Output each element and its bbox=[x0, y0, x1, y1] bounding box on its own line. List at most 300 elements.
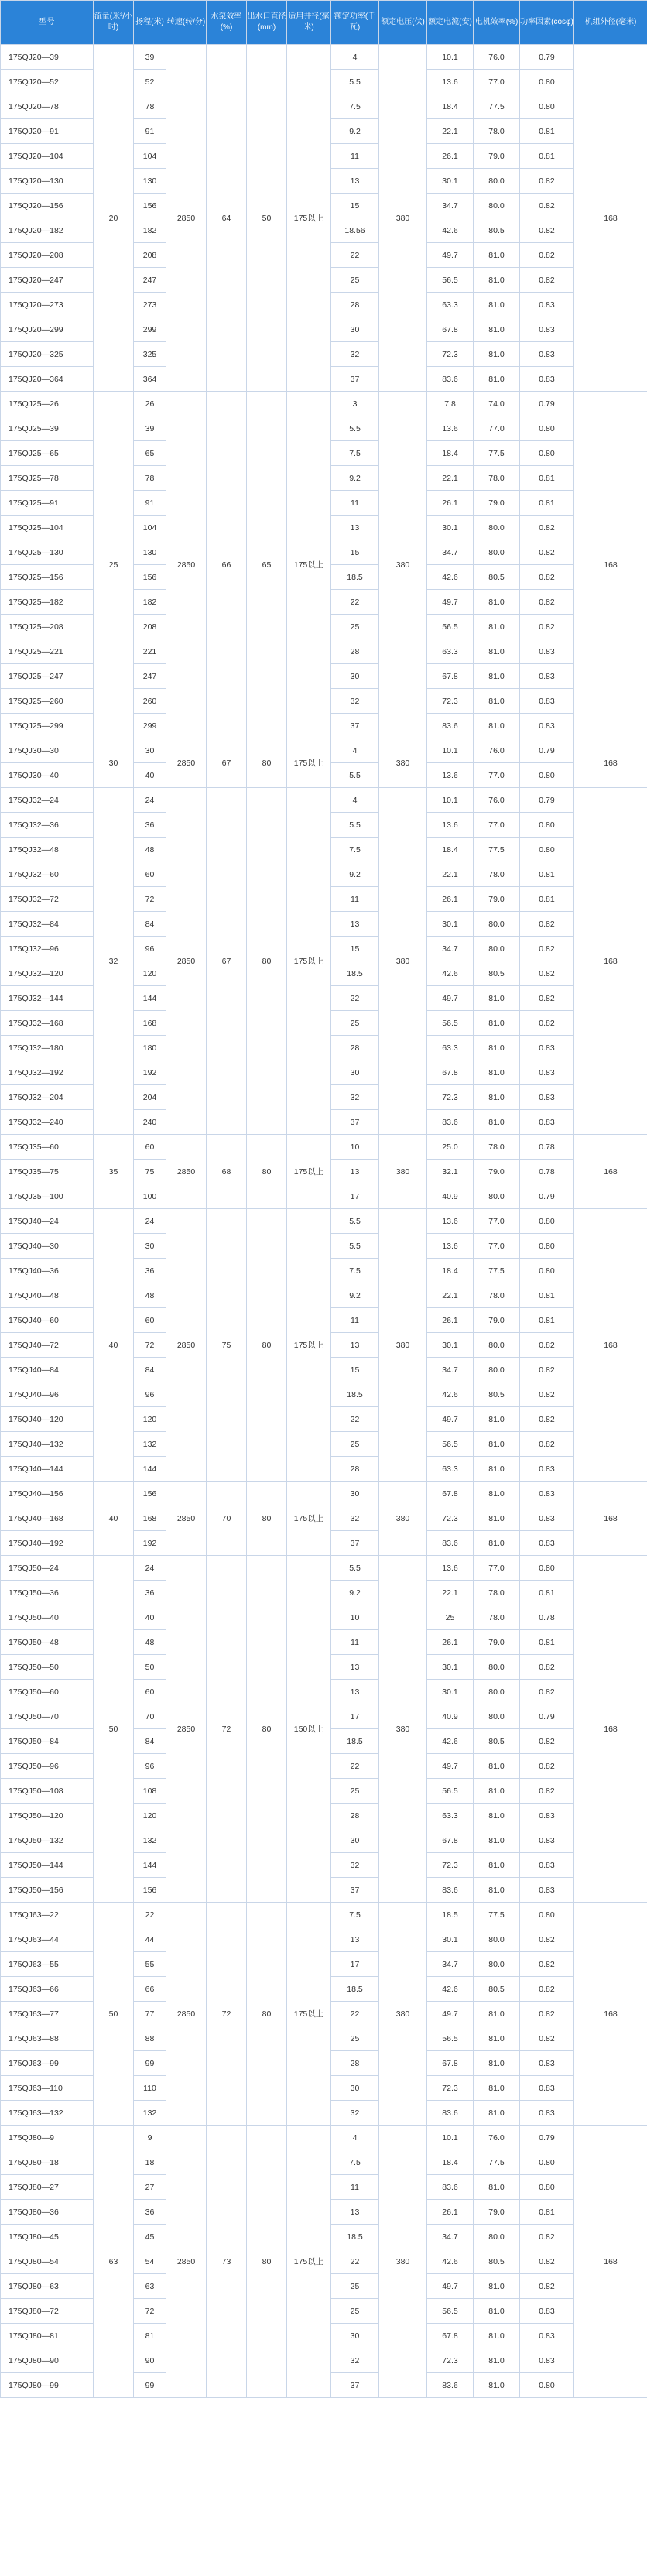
model-cell: 175QJ32—180 bbox=[1, 1036, 94, 1060]
power-factor-cell: 0.79 bbox=[520, 45, 574, 70]
motor-efficiency-cell: 78.0 bbox=[474, 1283, 520, 1308]
rated-current-cell: 30.1 bbox=[427, 1927, 474, 1952]
rated-power-cell: 22 bbox=[331, 2002, 379, 2026]
rated-power-cell: 30 bbox=[331, 1828, 379, 1853]
power-factor-cell: 0.80 bbox=[520, 94, 574, 119]
rated-current-cell: 49.7 bbox=[427, 243, 474, 268]
rated-power-cell: 37 bbox=[331, 1531, 379, 1556]
model-cell: 175QJ20—39 bbox=[1, 45, 94, 70]
rated-current-cell: 56.5 bbox=[427, 2299, 474, 2324]
well-diameter-cell: 175以上 bbox=[287, 738, 331, 788]
motor-efficiency-cell: 81.0 bbox=[474, 1878, 520, 1903]
model-cell: 175QJ35—75 bbox=[1, 1160, 94, 1184]
power-factor-cell: 0.83 bbox=[520, 1878, 574, 1903]
power-factor-cell: 0.83 bbox=[520, 2051, 574, 2076]
head-cell: 77 bbox=[134, 2002, 166, 2026]
rated-power-cell: 7.5 bbox=[331, 838, 379, 862]
rated-current-cell: 13.6 bbox=[427, 70, 474, 94]
flow-cell: 25 bbox=[94, 392, 134, 738]
rated-power-cell: 25 bbox=[331, 2274, 379, 2299]
rated-power-cell: 4 bbox=[331, 788, 379, 813]
power-factor-cell: 0.80 bbox=[520, 1234, 574, 1259]
head-cell: 78 bbox=[134, 94, 166, 119]
model-cell: 175QJ20—273 bbox=[1, 293, 94, 317]
head-cell: 72 bbox=[134, 887, 166, 912]
model-cell: 175QJ25—260 bbox=[1, 689, 94, 714]
model-cell: 175QJ40—132 bbox=[1, 1432, 94, 1457]
rated-current-cell: 49.7 bbox=[427, 2002, 474, 2026]
head-cell: 96 bbox=[134, 1754, 166, 1779]
rated-power-cell: 5.5 bbox=[331, 1234, 379, 1259]
power-factor-cell: 0.81 bbox=[520, 1283, 574, 1308]
model-cell: 175QJ32—96 bbox=[1, 937, 94, 961]
rated-current-cell: 13.6 bbox=[427, 1556, 474, 1581]
well-diameter-cell: 175以上 bbox=[287, 1903, 331, 2126]
rated-power-cell: 15 bbox=[331, 540, 379, 565]
head-cell: 120 bbox=[134, 1407, 166, 1432]
model-cell: 175QJ20—208 bbox=[1, 243, 94, 268]
rated-current-cell: 83.6 bbox=[427, 2175, 474, 2200]
motor-efficiency-cell: 81.0 bbox=[474, 2299, 520, 2324]
power-factor-cell: 0.79 bbox=[520, 738, 574, 763]
head-cell: 75 bbox=[134, 1160, 166, 1184]
rated-power-cell: 13 bbox=[331, 2200, 379, 2225]
model-cell: 175QJ20—299 bbox=[1, 317, 94, 342]
motor-efficiency-cell: 81.0 bbox=[474, 1060, 520, 1085]
rated-power-cell: 7.5 bbox=[331, 1259, 379, 1283]
power-factor-cell: 0.80 bbox=[520, 70, 574, 94]
model-cell: 175QJ63—77 bbox=[1, 2002, 94, 2026]
rated-current-cell: 42.6 bbox=[427, 1729, 474, 1754]
outlet-diameter-cell: 65 bbox=[247, 392, 287, 738]
head-cell: 182 bbox=[134, 590, 166, 615]
motor-efficiency-cell: 80.5 bbox=[474, 1382, 520, 1407]
head-cell: 84 bbox=[134, 1358, 166, 1382]
rated-power-cell: 5.5 bbox=[331, 70, 379, 94]
rated-power-cell: 9.2 bbox=[331, 119, 379, 144]
rated-power-cell: 28 bbox=[331, 1457, 379, 1482]
motor-efficiency-cell: 81.0 bbox=[474, 293, 520, 317]
power-factor-cell: 0.83 bbox=[520, 2076, 574, 2101]
power-factor-cell: 0.83 bbox=[520, 293, 574, 317]
speed-cell: 2850 bbox=[166, 788, 207, 1135]
rated-power-cell: 37 bbox=[331, 367, 379, 392]
speed-cell: 2850 bbox=[166, 2126, 207, 2398]
rated-power-cell: 25 bbox=[331, 2026, 379, 2051]
motor-efficiency-cell: 77.0 bbox=[474, 763, 520, 788]
head-cell: 192 bbox=[134, 1531, 166, 1556]
model-cell: 175QJ25—78 bbox=[1, 466, 94, 491]
motor-efficiency-cell: 81.0 bbox=[474, 1085, 520, 1110]
rated-power-cell: 25 bbox=[331, 1011, 379, 1036]
model-cell: 175QJ50—156 bbox=[1, 1878, 94, 1903]
rated-power-cell: 32 bbox=[331, 1085, 379, 1110]
rated-current-cell: 63.3 bbox=[427, 1036, 474, 1060]
motor-efficiency-cell: 80.5 bbox=[474, 961, 520, 986]
head-cell: 130 bbox=[134, 540, 166, 565]
motor-efficiency-cell: 77.0 bbox=[474, 1234, 520, 1259]
motor-efficiency-cell: 77.5 bbox=[474, 838, 520, 862]
rated-power-cell: 7.5 bbox=[331, 441, 379, 466]
rated-power-cell: 11 bbox=[331, 1308, 379, 1333]
model-cell: 175QJ40—36 bbox=[1, 1259, 94, 1283]
motor-efficiency-cell: 79.0 bbox=[474, 1160, 520, 1184]
rated-voltage-cell: 380 bbox=[379, 45, 427, 392]
motor-efficiency-cell: 80.0 bbox=[474, 194, 520, 218]
head-cell: 99 bbox=[134, 2051, 166, 2076]
rated-current-cell: 13.6 bbox=[427, 763, 474, 788]
rated-power-cell: 25 bbox=[331, 1779, 379, 1804]
rated-power-cell: 22 bbox=[331, 1754, 379, 1779]
rated-power-cell: 15 bbox=[331, 194, 379, 218]
rated-current-cell: 49.7 bbox=[427, 590, 474, 615]
rated-power-cell: 25 bbox=[331, 2299, 379, 2324]
rated-current-cell: 13.6 bbox=[427, 813, 474, 838]
model-cell: 175QJ80—9 bbox=[1, 2126, 94, 2150]
power-factor-cell: 0.83 bbox=[520, 342, 574, 367]
rated-power-cell: 22 bbox=[331, 243, 379, 268]
model-cell: 175QJ50—96 bbox=[1, 1754, 94, 1779]
head-cell: 39 bbox=[134, 45, 166, 70]
motor-efficiency-cell: 80.0 bbox=[474, 1680, 520, 1704]
rated-current-cell: 30.1 bbox=[427, 912, 474, 937]
head-cell: 66 bbox=[134, 1977, 166, 2002]
power-factor-cell: 0.82 bbox=[520, 937, 574, 961]
rated-voltage-cell: 380 bbox=[379, 1135, 427, 1209]
motor-efficiency-cell: 81.0 bbox=[474, 1432, 520, 1457]
rated-current-cell: 7.8 bbox=[427, 392, 474, 416]
rated-power-cell: 3 bbox=[331, 392, 379, 416]
rated-current-cell: 26.1 bbox=[427, 2200, 474, 2225]
outlet-diameter-cell: 50 bbox=[247, 45, 287, 392]
rated-current-cell: 22.1 bbox=[427, 119, 474, 144]
rated-power-cell: 9.2 bbox=[331, 862, 379, 887]
header-unit-diameter: 机组外径(毫米) bbox=[574, 1, 647, 45]
model-cell: 175QJ80—81 bbox=[1, 2324, 94, 2348]
head-cell: 120 bbox=[134, 961, 166, 986]
rated-voltage-cell: 380 bbox=[379, 392, 427, 738]
power-factor-cell: 0.83 bbox=[520, 1482, 574, 1506]
header-rated-power: 额定功率(千瓦) bbox=[331, 1, 379, 45]
table-row bbox=[1, 45, 647, 70]
rated-current-cell: 67.8 bbox=[427, 1482, 474, 1506]
head-cell: 221 bbox=[134, 639, 166, 664]
model-cell: 175QJ80—54 bbox=[1, 2249, 94, 2274]
model-cell: 175QJ50—40 bbox=[1, 1605, 94, 1630]
power-factor-cell: 0.81 bbox=[520, 887, 574, 912]
pump-efficiency-cell: 72 bbox=[207, 1903, 247, 2126]
head-cell: 18 bbox=[134, 2150, 166, 2175]
speed-cell: 2850 bbox=[166, 1903, 207, 2126]
rated-voltage-cell: 380 bbox=[379, 788, 427, 1135]
speed-cell: 2850 bbox=[166, 392, 207, 738]
power-factor-cell: 0.80 bbox=[520, 1259, 574, 1283]
motor-efficiency-cell: 81.0 bbox=[474, 317, 520, 342]
motor-efficiency-cell: 81.0 bbox=[474, 2002, 520, 2026]
flow-cell: 50 bbox=[94, 1903, 134, 2126]
model-cell: 175QJ40—96 bbox=[1, 1382, 94, 1407]
head-cell: 132 bbox=[134, 1432, 166, 1457]
model-cell: 175QJ25—182 bbox=[1, 590, 94, 615]
rated-voltage-cell: 380 bbox=[379, 1556, 427, 1903]
motor-efficiency-cell: 74.0 bbox=[474, 392, 520, 416]
well-diameter-cell: 150以上 bbox=[287, 1556, 331, 1903]
head-cell: 50 bbox=[134, 1655, 166, 1680]
power-factor-cell: 0.83 bbox=[520, 2101, 574, 2126]
table-row bbox=[1, 738, 647, 763]
rated-power-cell: 30 bbox=[331, 1060, 379, 1085]
rated-current-cell: 42.6 bbox=[427, 218, 474, 243]
power-factor-cell: 0.80 bbox=[520, 838, 574, 862]
head-cell: 65 bbox=[134, 441, 166, 466]
power-factor-cell: 0.80 bbox=[520, 2175, 574, 2200]
rated-voltage-cell: 380 bbox=[379, 2126, 427, 2398]
rated-power-cell: 5.5 bbox=[331, 416, 379, 441]
head-cell: 40 bbox=[134, 763, 166, 788]
rated-current-cell: 34.7 bbox=[427, 937, 474, 961]
model-cell: 175QJ63—88 bbox=[1, 2026, 94, 2051]
model-cell: 175QJ63—55 bbox=[1, 1952, 94, 1977]
rated-power-cell: 28 bbox=[331, 293, 379, 317]
motor-efficiency-cell: 80.0 bbox=[474, 912, 520, 937]
motor-efficiency-cell: 80.0 bbox=[474, 1704, 520, 1729]
rated-current-cell: 34.7 bbox=[427, 1358, 474, 1382]
head-cell: 247 bbox=[134, 664, 166, 689]
model-cell: 175QJ20—91 bbox=[1, 119, 94, 144]
rated-power-cell: 10 bbox=[331, 1605, 379, 1630]
motor-efficiency-cell: 80.0 bbox=[474, 169, 520, 194]
head-cell: 24 bbox=[134, 1209, 166, 1234]
power-factor-cell: 0.82 bbox=[520, 1927, 574, 1952]
rated-current-cell: 67.8 bbox=[427, 1060, 474, 1085]
power-factor-cell: 0.82 bbox=[520, 565, 574, 590]
power-factor-cell: 0.78 bbox=[520, 1605, 574, 1630]
flow-cell: 40 bbox=[94, 1209, 134, 1482]
rated-power-cell: 17 bbox=[331, 1704, 379, 1729]
rated-current-cell: 83.6 bbox=[427, 2101, 474, 2126]
power-factor-cell: 0.83 bbox=[520, 1036, 574, 1060]
rated-current-cell: 34.7 bbox=[427, 194, 474, 218]
model-cell: 175QJ80—99 bbox=[1, 2373, 94, 2398]
motor-efficiency-cell: 78.0 bbox=[474, 862, 520, 887]
rated-power-cell: 5.5 bbox=[331, 813, 379, 838]
rated-power-cell: 13 bbox=[331, 1160, 379, 1184]
power-factor-cell: 0.82 bbox=[520, 1011, 574, 1036]
rated-current-cell: 26.1 bbox=[427, 144, 474, 169]
unit-diameter-cell: 168 bbox=[574, 1903, 647, 2126]
table-row bbox=[1, 788, 647, 813]
rated-current-cell: 63.3 bbox=[427, 639, 474, 664]
head-cell: 52 bbox=[134, 70, 166, 94]
rated-current-cell: 83.6 bbox=[427, 1878, 474, 1903]
rated-power-cell: 11 bbox=[331, 144, 379, 169]
head-cell: 60 bbox=[134, 1308, 166, 1333]
rated-current-cell: 18.4 bbox=[427, 441, 474, 466]
model-cell: 175QJ20—104 bbox=[1, 144, 94, 169]
power-factor-cell: 0.82 bbox=[520, 516, 574, 540]
head-cell: 180 bbox=[134, 1036, 166, 1060]
model-cell: 175QJ63—99 bbox=[1, 2051, 94, 2076]
rated-current-cell: 18.4 bbox=[427, 2150, 474, 2175]
model-cell: 175QJ20—78 bbox=[1, 94, 94, 119]
motor-efficiency-cell: 81.0 bbox=[474, 1482, 520, 1506]
rated-current-cell: 67.8 bbox=[427, 317, 474, 342]
model-cell: 175QJ40—84 bbox=[1, 1358, 94, 1382]
motor-efficiency-cell: 81.0 bbox=[474, 2026, 520, 2051]
power-factor-cell: 0.82 bbox=[520, 218, 574, 243]
pump-efficiency-cell: 66 bbox=[207, 392, 247, 738]
power-factor-cell: 0.79 bbox=[520, 392, 574, 416]
unit-diameter-cell: 168 bbox=[574, 392, 647, 738]
speed-cell: 2850 bbox=[166, 45, 207, 392]
power-factor-cell: 0.82 bbox=[520, 194, 574, 218]
head-cell: 168 bbox=[134, 1506, 166, 1531]
model-cell: 175QJ40—156 bbox=[1, 1482, 94, 1506]
rated-power-cell: 18.5 bbox=[331, 1729, 379, 1754]
model-cell: 175QJ25—299 bbox=[1, 714, 94, 738]
power-factor-cell: 0.82 bbox=[520, 1729, 574, 1754]
rated-current-cell: 32.1 bbox=[427, 1160, 474, 1184]
rated-power-cell: 11 bbox=[331, 491, 379, 516]
model-cell: 175QJ40—168 bbox=[1, 1506, 94, 1531]
head-cell: 208 bbox=[134, 615, 166, 639]
model-cell: 175QJ63—132 bbox=[1, 2101, 94, 2126]
head-cell: 91 bbox=[134, 119, 166, 144]
model-cell: 175QJ40—192 bbox=[1, 1531, 94, 1556]
head-cell: 39 bbox=[134, 416, 166, 441]
outlet-diameter-cell: 80 bbox=[247, 1482, 287, 1556]
power-factor-cell: 0.82 bbox=[520, 1382, 574, 1407]
rated-voltage-cell: 380 bbox=[379, 1209, 427, 1482]
power-factor-cell: 0.83 bbox=[520, 2299, 574, 2324]
well-diameter-cell: 175以上 bbox=[287, 392, 331, 738]
pump-efficiency-cell: 67 bbox=[207, 738, 247, 788]
model-cell: 175QJ80—90 bbox=[1, 2348, 94, 2373]
head-cell: 88 bbox=[134, 2026, 166, 2051]
unit-diameter-cell: 168 bbox=[574, 1209, 647, 1482]
rated-current-cell: 34.7 bbox=[427, 2225, 474, 2249]
motor-efficiency-cell: 80.5 bbox=[474, 1729, 520, 1754]
model-cell: 175QJ63—22 bbox=[1, 1903, 94, 1927]
rated-power-cell: 4 bbox=[331, 738, 379, 763]
rated-power-cell: 28 bbox=[331, 639, 379, 664]
motor-efficiency-cell: 80.0 bbox=[474, 2225, 520, 2249]
power-factor-cell: 0.81 bbox=[520, 466, 574, 491]
rated-power-cell: 22 bbox=[331, 2249, 379, 2274]
rated-power-cell: 5.5 bbox=[331, 1209, 379, 1234]
head-cell: 325 bbox=[134, 342, 166, 367]
head-cell: 48 bbox=[134, 1283, 166, 1308]
model-cell: 175QJ20—156 bbox=[1, 194, 94, 218]
model-cell: 175QJ32—48 bbox=[1, 838, 94, 862]
power-factor-cell: 0.81 bbox=[520, 862, 574, 887]
head-cell: 240 bbox=[134, 1110, 166, 1135]
rated-current-cell: 72.3 bbox=[427, 1853, 474, 1878]
rated-current-cell: 22.1 bbox=[427, 466, 474, 491]
rated-current-cell: 30.1 bbox=[427, 1680, 474, 1704]
speed-cell: 2850 bbox=[166, 1135, 207, 1209]
head-cell: 36 bbox=[134, 1581, 166, 1605]
model-cell: 175QJ20—130 bbox=[1, 169, 94, 194]
model-cell: 175QJ32—72 bbox=[1, 887, 94, 912]
head-cell: 144 bbox=[134, 1853, 166, 1878]
model-cell: 175QJ35—100 bbox=[1, 1184, 94, 1209]
rated-current-cell: 56.5 bbox=[427, 1779, 474, 1804]
speed-cell: 2850 bbox=[166, 738, 207, 788]
motor-efficiency-cell: 81.0 bbox=[474, 1011, 520, 1036]
header-outlet-diameter: 出水口直径(mm) bbox=[247, 1, 287, 45]
motor-efficiency-cell: 81.0 bbox=[474, 1754, 520, 1779]
motor-efficiency-cell: 77.5 bbox=[474, 94, 520, 119]
power-factor-cell: 0.80 bbox=[520, 2373, 574, 2398]
rated-current-cell: 49.7 bbox=[427, 1754, 474, 1779]
header-row bbox=[1, 1, 647, 45]
rated-power-cell: 32 bbox=[331, 1853, 379, 1878]
speed-cell: 2850 bbox=[166, 1209, 207, 1482]
model-cell: 175QJ40—30 bbox=[1, 1234, 94, 1259]
model-cell: 175QJ25—65 bbox=[1, 441, 94, 466]
rated-current-cell: 18.5 bbox=[427, 1903, 474, 1927]
rated-current-cell: 10.1 bbox=[427, 2126, 474, 2150]
model-cell: 175QJ25—104 bbox=[1, 516, 94, 540]
outlet-diameter-cell: 80 bbox=[247, 1209, 287, 1482]
motor-efficiency-cell: 80.0 bbox=[474, 1655, 520, 1680]
model-cell: 175QJ80—27 bbox=[1, 2175, 94, 2200]
model-cell: 175QJ32—24 bbox=[1, 788, 94, 813]
unit-diameter-cell: 168 bbox=[574, 45, 647, 392]
head-cell: 54 bbox=[134, 2249, 166, 2274]
model-cell: 175QJ63—110 bbox=[1, 2076, 94, 2101]
rated-power-cell: 11 bbox=[331, 887, 379, 912]
pump-efficiency-cell: 73 bbox=[207, 2126, 247, 2398]
motor-efficiency-cell: 80.0 bbox=[474, 540, 520, 565]
model-cell: 175QJ32—36 bbox=[1, 813, 94, 838]
head-cell: 78 bbox=[134, 466, 166, 491]
model-cell: 175QJ80—45 bbox=[1, 2225, 94, 2249]
power-factor-cell: 0.82 bbox=[520, 615, 574, 639]
well-diameter-cell: 175以上 bbox=[287, 1482, 331, 1556]
rated-power-cell: 17 bbox=[331, 1184, 379, 1209]
head-cell: 40 bbox=[134, 1605, 166, 1630]
model-cell: 175QJ80—18 bbox=[1, 2150, 94, 2175]
rated-current-cell: 83.6 bbox=[427, 367, 474, 392]
motor-efficiency-cell: 81.0 bbox=[474, 689, 520, 714]
motor-efficiency-cell: 81.0 bbox=[474, 268, 520, 293]
power-factor-cell: 0.83 bbox=[520, 664, 574, 689]
rated-power-cell: 4 bbox=[331, 45, 379, 70]
power-factor-cell: 0.83 bbox=[520, 2348, 574, 2373]
head-cell: 273 bbox=[134, 293, 166, 317]
head-cell: 156 bbox=[134, 1878, 166, 1903]
model-cell: 175QJ25—39 bbox=[1, 416, 94, 441]
rated-current-cell: 25.0 bbox=[427, 1135, 474, 1160]
rated-power-cell: 5.5 bbox=[331, 763, 379, 788]
rated-current-cell: 49.7 bbox=[427, 1407, 474, 1432]
power-factor-cell: 0.80 bbox=[520, 2150, 574, 2175]
flow-cell: 50 bbox=[94, 1556, 134, 1903]
power-factor-cell: 0.82 bbox=[520, 912, 574, 937]
motor-efficiency-cell: 80.0 bbox=[474, 1952, 520, 1977]
rated-voltage-cell: 380 bbox=[379, 1482, 427, 1556]
rated-power-cell: 37 bbox=[331, 2373, 379, 2398]
motor-efficiency-cell: 81.0 bbox=[474, 714, 520, 738]
motor-efficiency-cell: 79.0 bbox=[474, 144, 520, 169]
rated-current-cell: 30.1 bbox=[427, 1333, 474, 1358]
motor-efficiency-cell: 78.0 bbox=[474, 1135, 520, 1160]
rated-power-cell: 7.5 bbox=[331, 2150, 379, 2175]
motor-efficiency-cell: 81.0 bbox=[474, 2175, 520, 2200]
rated-current-cell: 13.6 bbox=[427, 1209, 474, 1234]
